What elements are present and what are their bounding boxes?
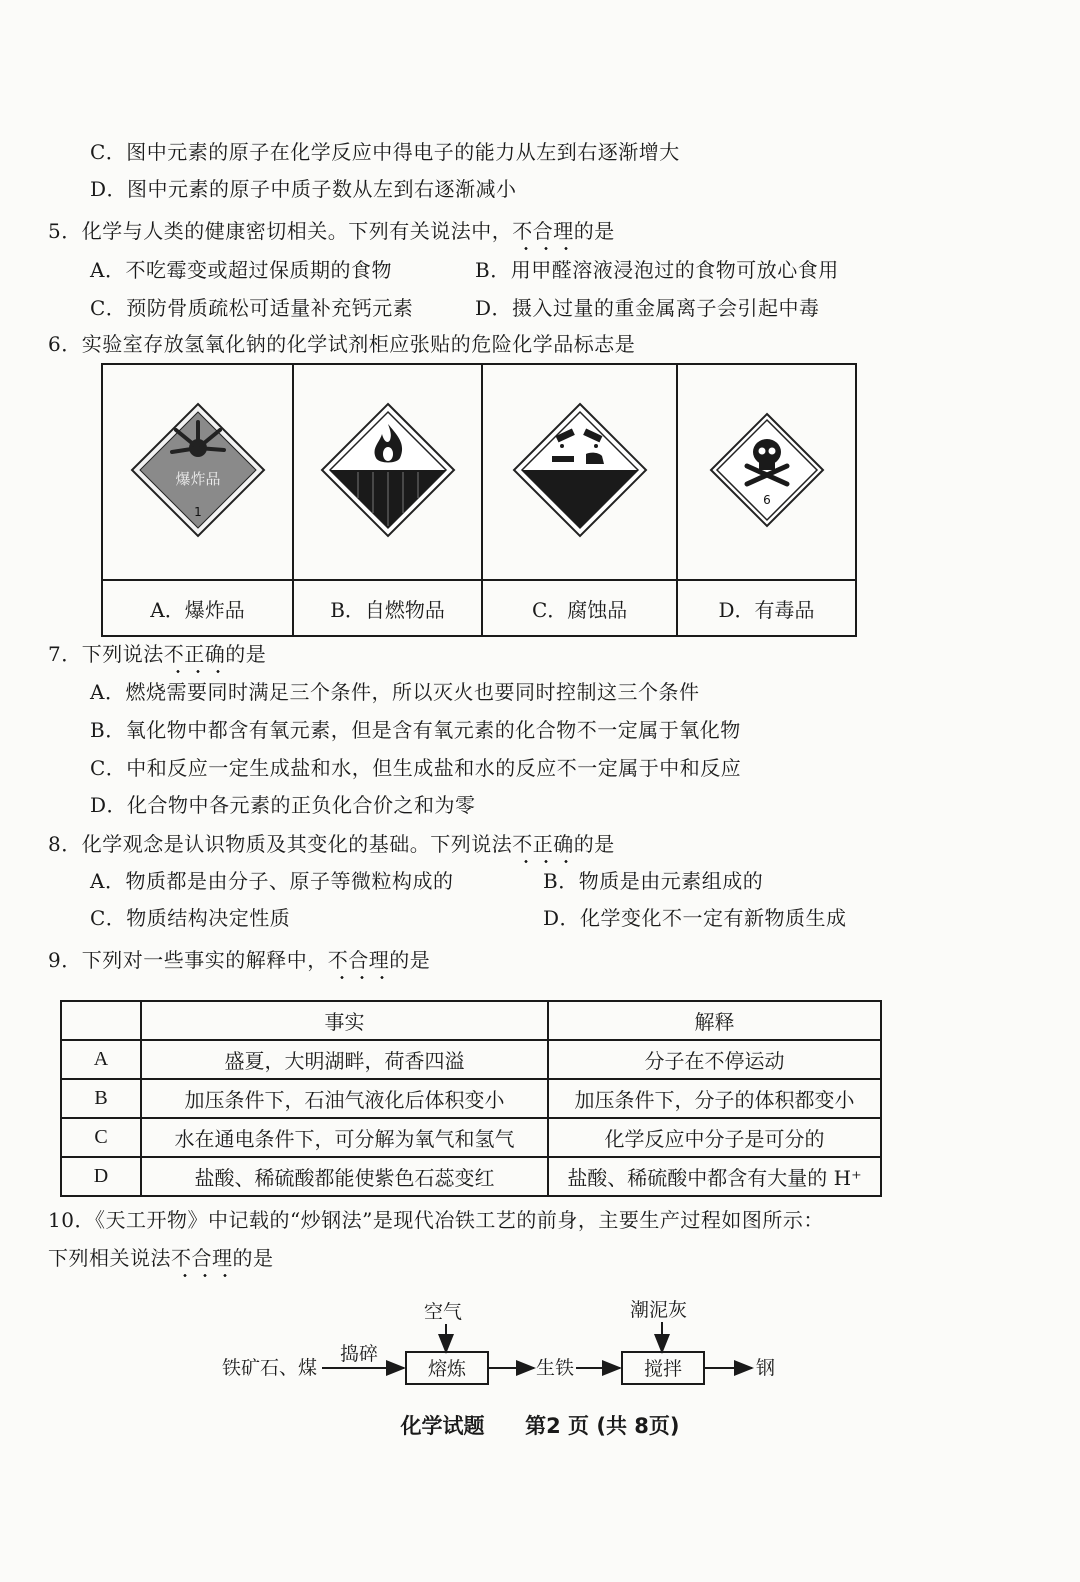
q7-option-d: D．化合物中各元素的正负化合价之和为零 xyxy=(90,793,476,817)
row-explanation: 加压条件下，分子的体积都变小 xyxy=(548,1079,881,1118)
row-key: B xyxy=(61,1079,141,1118)
q8-option-d: D．化学变化不一定有新物质生成 xyxy=(543,906,847,930)
q8-stem: 8．化学观念是认识物质及其变化的基础。下列说法不正确的是 xyxy=(48,832,615,856)
q4-option-c: C．图中元素的原子在化学反应中得电子的能力从左到右逐渐增大 xyxy=(90,140,680,164)
process-diagram xyxy=(0,1290,1080,1400)
q10-emphasis: 不合理 xyxy=(171,1246,233,1270)
header-explanation: 解释 xyxy=(548,1001,881,1040)
row-explanation: 化学反应中分子是可分的 xyxy=(548,1118,881,1157)
q10-stem: 10．《天工开物》中记载的“炒钢法”是现代冶铁工艺的前身，主要生产过程如图所示： xyxy=(48,1208,824,1232)
q5-option-d: D．摄入过量的重金属离子会引起中毒 xyxy=(475,296,820,320)
q10-substem: 下列相关说法不合理的是 xyxy=(48,1246,274,1270)
air-input-label: 空气 xyxy=(424,1301,463,1323)
footer-subject: 化学试题 xyxy=(400,1414,485,1438)
q5-option-a: A．不吃霉变或超过保质期的食物 xyxy=(90,258,392,282)
table-row xyxy=(61,1157,881,1196)
q8-option-c: C．物质结构决定性质 xyxy=(90,906,291,930)
q5-emphasis: 不合理 xyxy=(512,219,574,243)
q6-stem: 6．实验室存放氢氧化钠的化学试剂柜应张贴的危险化学品标志是 xyxy=(48,332,636,356)
q7-option-a: A．燃烧需要同时满足三个条件，所以灭火也要同时控制这三个条件 xyxy=(90,680,700,704)
q4-option-d: D．图中元素的原子中质子数从左到右逐渐减小 xyxy=(90,177,517,201)
table-corner xyxy=(61,1001,141,1040)
row-key: C xyxy=(61,1118,141,1157)
lime-input-label: 潮泥灰 xyxy=(630,1299,688,1321)
q7-stem: 7．下列说法不正确的是 xyxy=(48,642,267,666)
corrosive-icon xyxy=(510,400,650,540)
q7-option-c: C．中和反应一定生成盐和水，但生成盐和水的反应不一定属于中和反应 xyxy=(90,756,742,780)
row-fact: 盐酸、稀硫酸都能使紫色石蕊变红 xyxy=(141,1157,548,1196)
hazard-sign-table xyxy=(101,363,857,637)
row-key: D xyxy=(61,1157,141,1196)
table-row xyxy=(61,1118,881,1157)
q9-emphasis: 不合理 xyxy=(327,948,390,972)
row-fact: 水在通电条件下，可分解为氧气和氢气 xyxy=(141,1118,548,1157)
row-fact: 盛夏，大明湖畔，荷香四溢 xyxy=(141,1040,548,1079)
flame-icon xyxy=(318,400,458,540)
flammable-sign-cell xyxy=(293,364,482,580)
q7-emphasis: 不正确 xyxy=(163,642,226,666)
q8-option-a: A．物质都是由分子、原子等微粒构成的 xyxy=(90,869,454,893)
row-explanation: 盐酸、稀硫酸中都含有大量的 H⁺ xyxy=(548,1157,881,1196)
toxic-sign-cell xyxy=(677,364,856,580)
row-explanation: 分子在不停运动 xyxy=(548,1040,881,1079)
sign-label-a: A．爆炸品 xyxy=(102,580,293,636)
fact-explanation-table xyxy=(60,1000,882,1197)
q7-option-b: B．氧化物中都含有氧元素，但是含有氧元素的化合物不一定属于氧化物 xyxy=(90,718,741,742)
sign-label-b: B．自燃物品 xyxy=(293,580,482,636)
explosive-sign-cell xyxy=(102,364,293,580)
raw-material-label: 铁矿石、煤 xyxy=(222,1357,318,1379)
toxic-sign-number: 6 xyxy=(762,492,771,507)
q5-option-c: C．预防骨质疏松可适量补充钙元素 xyxy=(90,296,414,320)
stir-label: 搅拌 xyxy=(643,1358,683,1380)
corrosive-sign-cell xyxy=(482,364,677,580)
row-key: A xyxy=(61,1040,141,1079)
row-fact: 加压条件下，石油气液化后体积变小 xyxy=(141,1079,548,1118)
skull-icon xyxy=(707,410,827,530)
table-row xyxy=(61,1040,881,1079)
q5-option-b: B．用甲醛溶液浸泡过的食物可放心食用 xyxy=(475,258,839,282)
header-fact: 事实 xyxy=(141,1001,548,1040)
pig-iron-label: 生铁 xyxy=(536,1357,575,1379)
explosive-sign-text: 爆炸品 xyxy=(175,469,221,488)
table-row xyxy=(61,1079,881,1118)
crush-step-label: 捣碎 xyxy=(340,1343,379,1365)
q9-stem: 9．下列对一些事实的解释中，不合理的是 xyxy=(48,948,431,972)
sign-label-d: D．有毒品 xyxy=(677,580,856,636)
sign-label-c: C．腐蚀品 xyxy=(482,580,677,636)
smelt-label: 熔炼 xyxy=(427,1358,467,1380)
steel-label: 钢 xyxy=(756,1357,776,1379)
q8-emphasis: 不正确 xyxy=(512,832,574,856)
explosive-icon xyxy=(128,400,268,540)
page-footer xyxy=(0,1410,1080,1440)
footer-page-number: 第2 页 (共 8页) xyxy=(525,1414,680,1438)
q5-stem: 5．化学与人类的健康密切相关。下列有关说法中，不合理的是 xyxy=(48,219,615,243)
explosive-sign-number: 1 xyxy=(193,504,202,519)
q8-option-b: B．物质是由元素组成的 xyxy=(543,869,764,893)
